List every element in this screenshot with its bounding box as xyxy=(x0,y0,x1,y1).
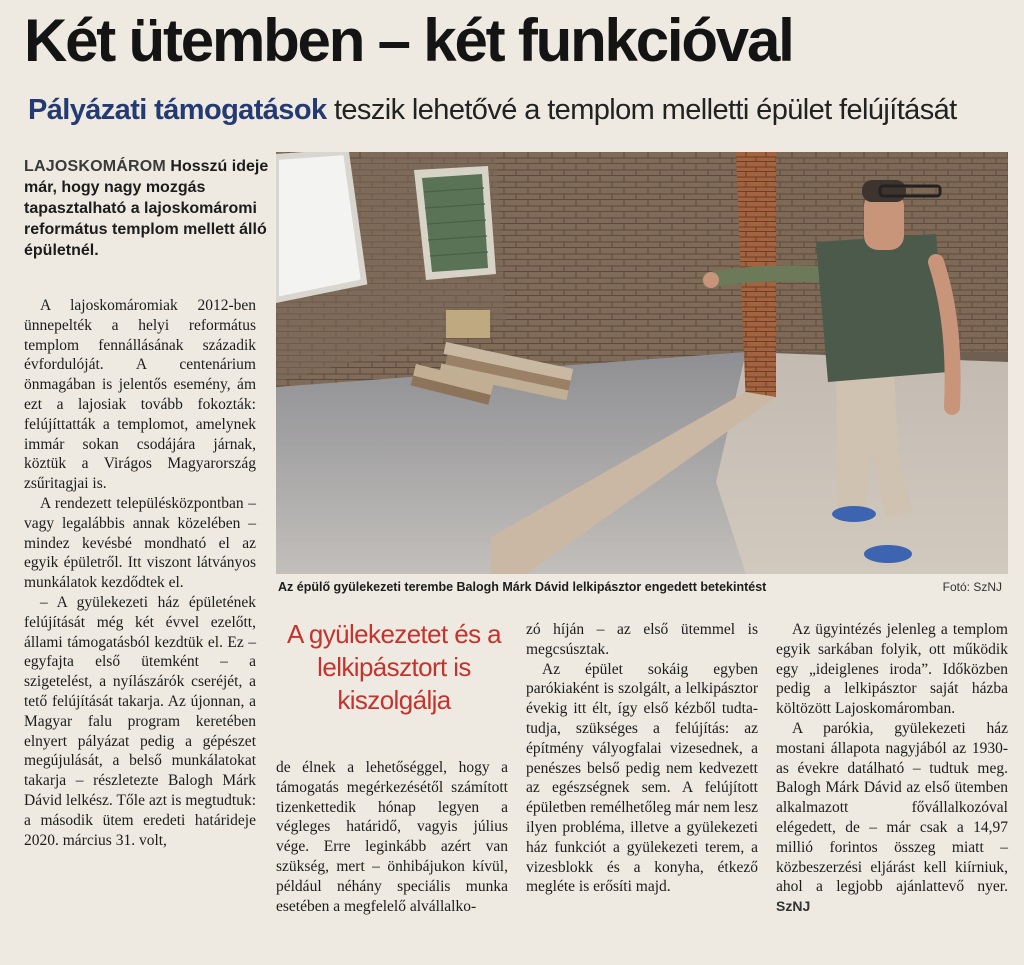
paragraph: A lajoskomáromiak 2012-ben ünnepelték a helyi református templom fennállásának századik évfordulóját. A centenárium önmagában is jelentős esemény, ám ezt a lajosiak tovább fokozták: felújíttatták a templomot, amelynek immár sokan csodájára járnak, köztük a Virágos Magyarország zsűritagjai is. xyxy=(24,297,256,493)
paragraph: Az ügyintézés jelenleg a templom egyik sarkában folyik, ott működik egy „ideiglenes iroda”. Időközben pedig a lelkipásztor saját házba költözött Lajoskomáromban. xyxy=(776,621,1008,718)
paragraph xyxy=(776,719,1008,917)
paragraph: Az épület sokáig egyben parókiaként is szolgált, a lelkipásztor évekig itt élt, így első kézből tudta-tudja, szükséges a felújítás: az építmény vályogfalai vizesednek, a penészes belső pedig nem kedvezett az egészségnek sem. A felújított épületben remélhetőleg már nem lesz ilyen probléma, illetve a gyülekezeti ház funkciót a gyülekezeti terem, a vizesblokk és a konyha, étkező megléte is erősíti majd. xyxy=(526,660,758,896)
article-column-3 xyxy=(526,620,758,897)
paragraph: A rendezett településközpontban – vagy legalábbis annak közelében – mindez kevésbé mondható el az egyik épületről. Itt viszont látványos munkálatok kezdődtek el. xyxy=(24,494,256,592)
author-signature: SzNJ xyxy=(776,898,811,915)
article-column-2 xyxy=(276,758,508,916)
photo-credit: Fotó: SzNJ xyxy=(942,580,1002,594)
article-photo xyxy=(276,152,1008,574)
paragraph-text: A parókia, gyülekezeti ház mostani állapota nagyjából az 1930-as évekre datálható – tudtuk meg. Balogh Márk Dávid az első ütemben alkalmazott fővállalkozóval elégedett, de – már csak a 14,97 millió forintos összeg miatt – közbeszerzési eljárást kell kiírniuk, ahol a legjobb ajánlattevő nyer. xyxy=(776,719,1008,896)
article-column-4 xyxy=(776,620,1008,917)
subheadline-rest: teszik lehetővé a templom melletti épület felújítását xyxy=(326,94,957,126)
subheadline xyxy=(28,90,1018,130)
photo-scene xyxy=(276,152,1008,574)
article-column-1 xyxy=(24,296,256,850)
paragraph: de élnek a lehetőséggel, hogy a támogatás megérkezésétől számított tizenkettedik hónap legyen a végleges határidő, vagyis július vége. Erre leginkább azért van szükség, mert – önhibájukon kívül, például néhány speciális munka esetében a megfelelő alvállalko- xyxy=(276,759,508,915)
lead-text: Hosszú ideje már, hogy nagy mozgás tapasztalható a lajoskomáromi református templom mellett álló épületnél. xyxy=(24,158,269,259)
dateline: LAJOSKOMÁROM xyxy=(24,158,166,175)
pull-quote: A gyülekezetet és a lelkipásztort is kiszolgálja xyxy=(286,619,502,715)
subheadline-highlight: Pályázati támogatások xyxy=(28,94,327,126)
photo-caption: Az épülő gyülekezeti terembe Balogh Márk Dávid lelkipásztor engedett betekintést xyxy=(278,580,767,594)
headline: Két ütemben – két funkcióval xyxy=(24,7,793,74)
lead-paragraph xyxy=(24,156,276,261)
paragraph: zó híján – az első ütemmel is megcsúsztak. xyxy=(526,621,758,658)
paragraph: – A gyülekezeti ház épületének felújítását még két évvel ezelőtt, állami támogatásból kezdtük el. Ez – egyfajta első ütemként – a szigetelést, a nyílászárók cseréjét, a tető felújítását takarja. Az újonnan, a Magyar falu program keretében elnyert pályázat pedig a gépészet megújulását, a belső munkálatokat takarja – részletezte Balogh Márk Dávid lelkész. Tőle azt is megtudtuk: a második ütem eredeti határideje 2020. március 31. volt, xyxy=(24,593,256,849)
